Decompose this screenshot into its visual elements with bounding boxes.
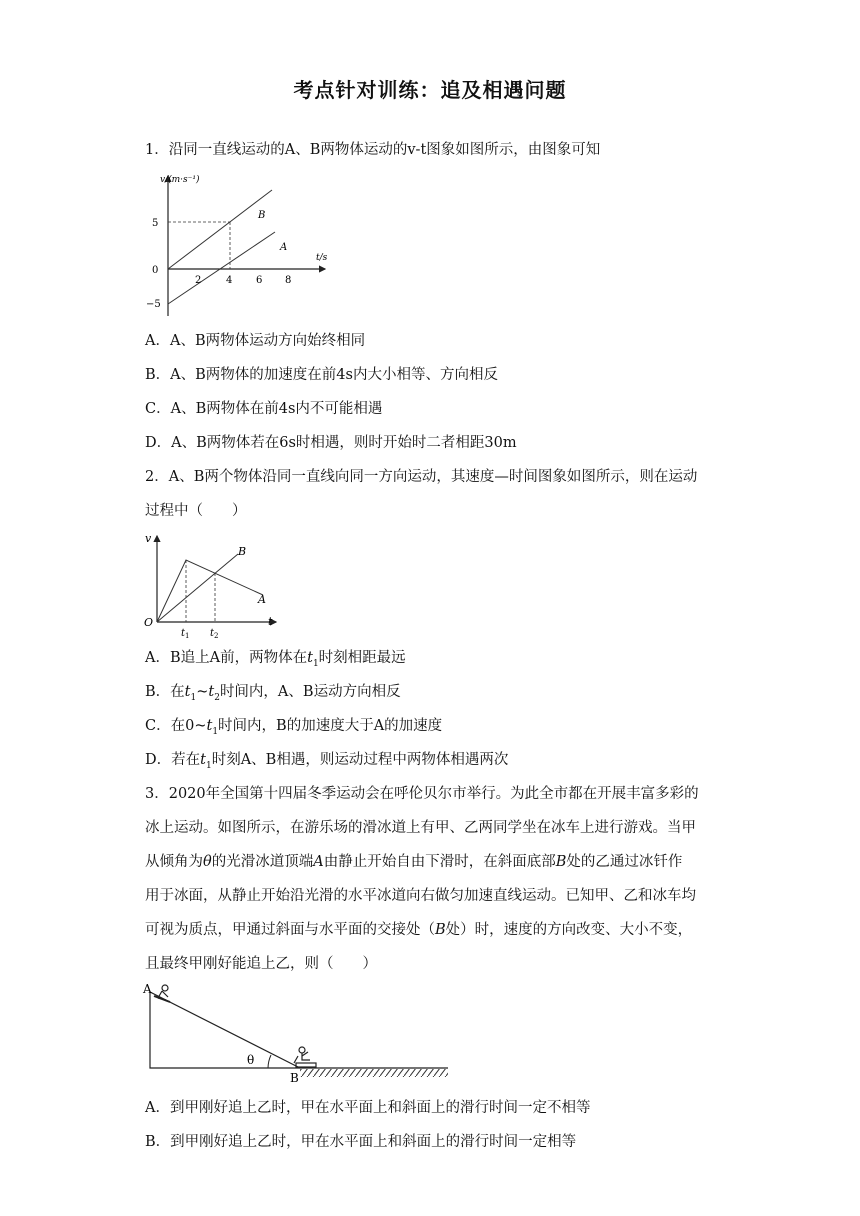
q2-line-B [157,554,238,622]
q3-line4: 用于冰面，从静止开始沿光滑的水平冰道向右做匀加速直线运动。已知甲、乙和冰车均 [145,888,696,904]
q1-option-a: A．A、B两物体运动方向始终相同 [145,333,366,349]
q2-label-B: B [238,545,247,558]
q1-vt-graph [140,168,340,320]
q2-label-A: A [258,593,266,606]
q3-option-b: B．到甲刚好追上乙时，甲在水平面上和斜面上的滑行时间一定相等 [145,1134,577,1150]
q3-sled-jia [154,985,170,1002]
q1-xtick-2: 2 [195,275,202,286]
q3-line2: 冰上运动。如图所示，在游乐场的滑冰道上有甲、乙两同学坐在冰车上进行游戏。当甲 [145,820,696,836]
q2-option-a: A．B追上A前，两物体在$t_1$时刻相距最远 [145,650,406,669]
q2-option-d: D．若在$t_1$时刻A、B相遇，则运动过程中两物体相遇两次 [145,752,509,771]
q2-t1-label: $t_1$ [181,628,190,640]
q2-option-c: C．在$0\sim t_1$时间内，B的加速度大于A的加速度 [145,718,443,737]
q1-label-A: A [280,242,288,253]
q3-sled-yi [294,1047,316,1067]
q3-label-A: A [143,982,152,996]
q1-x-axis-label: t/s [316,253,328,263]
q1-option-b: B．A、B两物体的加速度在前4s内大小相等、方向相反 [145,367,498,383]
q2-stem-line1: 2．A、B两个物体沿同一直线向同一方向运动，其速度—时间图象如图所示，则在运动 [145,469,698,485]
q1-xtick-6: 6 [256,275,263,286]
q2-line-A [157,560,263,622]
q1-y-axis-label: v/(m·s⁻¹) [160,175,200,185]
q1-option-c: C．A、B两物体在前4s内不可能相遇 [145,401,383,417]
q2-vt-graph [140,530,285,642]
page-title: 考点针对训练：追及相遇问题 [293,78,567,102]
q1-stem: 1．沿同一直线运动的A、B两物体运动的v-t图象如图所示，由图象可知 [145,142,601,158]
q2-t-label: t [268,615,273,628]
q2-v-label: v [145,532,152,545]
q3-angle-arc [268,1055,271,1068]
q1-line-B [168,190,272,269]
q3-incline [150,992,300,1068]
q2-stem-line2: 过程中（ ） [145,503,247,519]
q1-ytick-0: 0 [152,265,159,276]
q1-xtick-4: 4 [226,275,233,286]
q3-line1: 3．2020年全国第十四届冬季运动会在呼伦贝尔市举行。为此全市都在开展丰富多彩的 [145,786,699,802]
q1-ytick-5: 5 [152,218,159,229]
q1-xtick-8: 8 [285,275,292,286]
q2-option-b: B．在$t_1\sim t_2$时间内，A、B运动方向相反 [145,684,401,703]
q1-label-B: B [258,210,266,221]
q3-line3: 从倾角为θ的光滑冰道顶端A由静止开始自由下滑时，在斜面底部B处的乙通过冰钎作 [145,854,683,870]
q3-label-B: B [290,1071,299,1085]
q2-t2-label: $t_2$ [210,628,219,640]
q3-line6: 且最终甲刚好能追上乙，则（ ） [145,956,377,972]
q3-line5: 可视为质点，甲通过斜面与水平面的交接处（B处）时，速度的方向改变、大小不变， [145,922,693,938]
q3-ground-hatch [300,1069,448,1077]
q3-theta-label: θ [247,1053,255,1067]
q1-line-A [168,232,275,304]
q3-option-a: A．到甲刚好追上乙时，甲在水平面上和斜面上的滑行时间一定不相等 [145,1100,591,1116]
q2-origin-label: O [144,616,154,629]
q1-ytick-neg5: −5 [146,299,161,310]
q1-option-d: D．A、B两物体若在6s时相遇，则时开始时二者相距30m [145,435,517,451]
q3-slope-figure [140,980,460,1088]
